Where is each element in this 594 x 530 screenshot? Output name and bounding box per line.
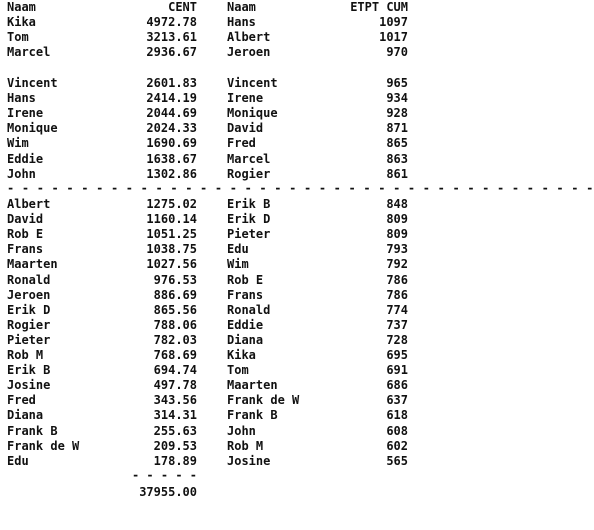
- left-value: 1038.75: [146, 242, 197, 257]
- right-name: Fred: [227, 136, 256, 151]
- right-value: 786: [386, 272, 408, 287]
- left-value: 1027.56: [146, 257, 197, 272]
- left-name: Marcel: [7, 45, 51, 60]
- right-name: Tom: [227, 363, 249, 378]
- left-name: Diana: [7, 408, 44, 423]
- right-name: Irene: [227, 91, 264, 106]
- right-value: 686: [386, 378, 408, 393]
- left-name: Wim: [7, 136, 29, 151]
- right-name-header: Naam: [227, 0, 256, 14]
- right-value: 774: [386, 302, 408, 317]
- left-name: Maarten: [7, 257, 58, 272]
- left-value: 2936.67: [146, 45, 197, 60]
- left-name: John: [7, 166, 36, 181]
- left-value-header: CENT: [168, 0, 197, 14]
- right-value: 809: [386, 227, 408, 242]
- left-value: 782.03: [153, 332, 197, 347]
- header-row: [0, 0, 480, 15]
- table-row: [0, 424, 480, 439]
- right-value: 1017: [379, 30, 408, 45]
- right-name: Rob E: [227, 272, 264, 287]
- table-row: [0, 439, 480, 454]
- left-value: 1160.14: [146, 212, 197, 227]
- right-name: Kika: [227, 348, 256, 362]
- left-value: 2414.19: [146, 91, 197, 106]
- right-value: 970: [386, 45, 408, 60]
- right-name: Frank B: [227, 408, 278, 423]
- right-value: 965: [386, 76, 408, 90]
- section-separator: - - - - - - - - - - - - - - - - - - - - - - - - - - - - - - - - - - - - - - - -: [7, 181, 594, 195]
- right-name: Albert: [227, 30, 271, 45]
- left-name: Josine: [7, 378, 51, 393]
- table-row: [0, 91, 480, 106]
- right-name: Diana: [227, 332, 264, 347]
- left-value: 343.56: [153, 393, 197, 408]
- left-name: Monique: [7, 121, 58, 136]
- right-value: 792: [386, 257, 408, 272]
- left-name: Rob E: [7, 227, 44, 242]
- right-value: 691: [386, 363, 408, 378]
- left-name: Pieter: [7, 332, 51, 347]
- right-value: 871: [386, 121, 408, 136]
- right-name: Rogier: [227, 166, 271, 181]
- table-row: [0, 106, 480, 121]
- left-value: 1302.86: [146, 166, 197, 181]
- table-row: [0, 136, 480, 151]
- table-row: [0, 121, 480, 136]
- table-row: [0, 378, 480, 393]
- right-value: 728: [386, 332, 408, 347]
- left-value: 1275.02: [146, 197, 197, 211]
- left-value: 2044.69: [146, 106, 197, 121]
- right-value: 737: [386, 317, 408, 332]
- left-name: Rogier: [7, 317, 51, 332]
- right-value: 1097: [379, 15, 408, 29]
- table-row: [0, 257, 480, 272]
- table-row: [0, 333, 480, 348]
- left-name: Fred: [7, 393, 36, 408]
- table-row: [0, 348, 480, 363]
- table-row: [0, 242, 480, 257]
- right-name: Marcel: [227, 151, 271, 166]
- left-value: 255.63: [153, 423, 197, 438]
- right-name: Josine: [227, 453, 271, 468]
- left-value: 497.78: [153, 378, 197, 393]
- left-value: 314.31: [153, 408, 197, 423]
- left-name: Ronald: [7, 272, 51, 287]
- left-name: Hans: [7, 91, 36, 106]
- right-value: 618: [386, 408, 408, 423]
- right-value: 565: [386, 453, 408, 468]
- right-name: David: [227, 121, 264, 136]
- table-row: [0, 393, 480, 408]
- table-row: [0, 212, 480, 227]
- left-value: 886.69: [153, 287, 197, 302]
- table-row: [0, 15, 480, 30]
- total-separator: - - - - -: [131, 468, 197, 482]
- left-name-header: Naam: [7, 0, 36, 14]
- left-value: 3213.61: [146, 30, 197, 45]
- right-name: Jeroen: [227, 45, 271, 60]
- table-row: [0, 167, 480, 182]
- left-name: Erik B: [7, 363, 51, 378]
- left-name: Rob M: [7, 348, 44, 362]
- total-row: [0, 485, 480, 500]
- right-name: Erik B: [227, 197, 271, 211]
- left-name: Kika: [7, 15, 36, 29]
- left-name: Eddie: [7, 151, 44, 166]
- right-name: Eddie: [227, 317, 264, 332]
- right-name: Erik D: [227, 212, 271, 227]
- left-value: 2601.83: [146, 76, 197, 90]
- table-row: [0, 227, 480, 242]
- left-name: Tom: [7, 30, 29, 45]
- left-name: Jeroen: [7, 287, 51, 302]
- right-name: Edu: [227, 242, 249, 257]
- right-name: John: [227, 423, 256, 438]
- right-value: 928: [386, 106, 408, 121]
- left-name: Edu: [7, 453, 29, 468]
- left-value: 2024.33: [146, 121, 197, 136]
- left-value: 865.56: [153, 302, 197, 317]
- left-name: David: [7, 212, 44, 227]
- right-name: Frank de W: [227, 393, 300, 408]
- left-name: Frans: [7, 242, 44, 257]
- right-name: Maarten: [227, 378, 278, 393]
- table-row: [0, 303, 480, 318]
- left-value: 178.89: [153, 453, 197, 468]
- right-value: 637: [386, 393, 408, 408]
- left-name: Frank B: [7, 423, 58, 438]
- right-name: Wim: [227, 257, 249, 272]
- left-value: 768.69: [153, 348, 197, 362]
- right-value: 608: [386, 423, 408, 438]
- right-name: Hans: [227, 15, 256, 29]
- right-value: 695: [386, 348, 408, 362]
- table-row: [0, 45, 480, 60]
- table-row: [0, 273, 480, 288]
- left-name: Irene: [7, 106, 44, 121]
- left-value: 4972.78: [146, 15, 197, 29]
- right-name: Vincent: [227, 76, 278, 90]
- right-value: 863: [386, 151, 408, 166]
- right-name: Frans: [227, 287, 264, 302]
- left-value: 788.06: [153, 317, 197, 332]
- right-name: Pieter: [227, 227, 271, 242]
- table-row: [0, 30, 480, 45]
- table-row: [0, 408, 480, 423]
- left-value: 1051.25: [146, 227, 197, 242]
- right-value: 861: [386, 166, 408, 181]
- table-row: [0, 197, 480, 212]
- right-value: 786: [386, 287, 408, 302]
- left-name: Erik D: [7, 302, 51, 317]
- left-name: Frank de W: [7, 438, 80, 453]
- right-value: 865: [386, 136, 408, 151]
- left-name: Vincent: [7, 76, 58, 90]
- total-value: 37955.00: [139, 485, 197, 499]
- table-row: [0, 76, 480, 91]
- left-name: Albert: [7, 197, 51, 211]
- table-row: [0, 363, 480, 378]
- table-row: [0, 318, 480, 333]
- left-value: 694.74: [153, 363, 197, 378]
- right-name: Monique: [227, 106, 278, 121]
- right-value: 602: [386, 438, 408, 453]
- right-value-header: ETPT CUM: [350, 0, 408, 14]
- table-row: [0, 152, 480, 167]
- right-name: Ronald: [227, 302, 271, 317]
- right-value: 793: [386, 242, 408, 257]
- left-value: 1638.67: [146, 151, 197, 166]
- right-value: 934: [386, 91, 408, 106]
- right-value: 848: [386, 197, 408, 211]
- left-value: 976.53: [153, 272, 197, 287]
- table-row: [0, 288, 480, 303]
- table-row: [0, 454, 480, 469]
- left-value: 1690.69: [146, 136, 197, 151]
- right-name: Rob M: [227, 438, 264, 453]
- left-value: 209.53: [153, 438, 197, 453]
- right-value: 809: [386, 212, 408, 227]
